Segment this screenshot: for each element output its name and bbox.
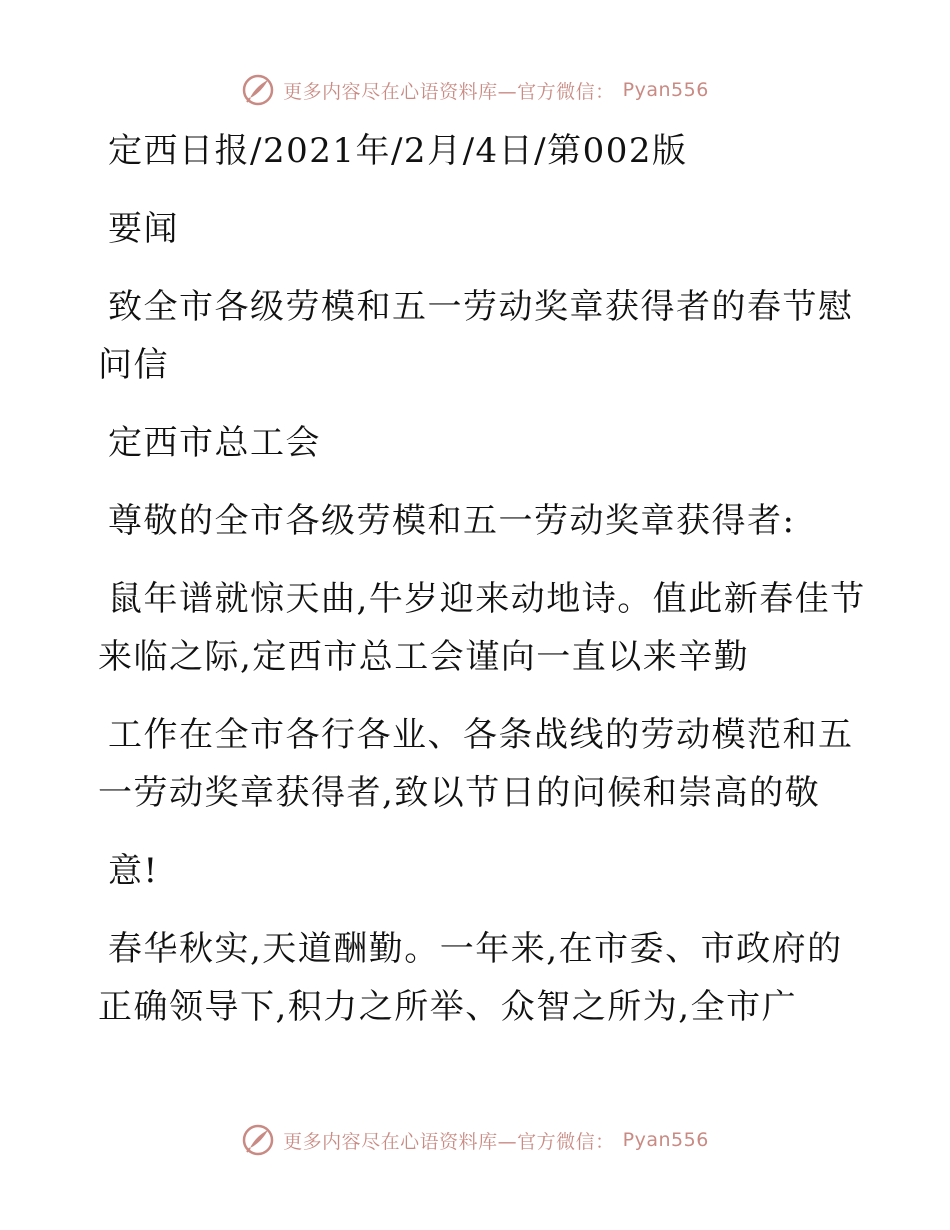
paragraph-line: 工作在全市各行各业、各条战线的劳动模范和五 xyxy=(108,715,854,755)
article-title-line: 问信 xyxy=(98,345,169,385)
article-section: 要闻 xyxy=(108,209,179,249)
spacer xyxy=(98,900,850,920)
paragraph-line: 一劳动奖章获得者,致以节日的问候和崇高的敬 xyxy=(98,773,821,813)
quill-pen-logo-icon xyxy=(241,73,275,107)
spacer xyxy=(98,180,850,200)
paragraph-line: 意! xyxy=(108,851,159,891)
watermark-wechat-id: Pyan556 xyxy=(622,1129,709,1151)
quill-pen-logo-icon xyxy=(241,1123,275,1157)
spacer xyxy=(98,472,850,492)
paragraph-line: 春华秋实,天道酬勤。一年来,在市委、市政府的 xyxy=(108,929,843,969)
watermark-text: 更多内容尽在心语资料库—官方微信： xyxy=(283,1130,615,1153)
paragraph-line: 来临之际,定西市总工会谨向一直以来辛勤 xyxy=(98,637,750,677)
spacer xyxy=(98,258,850,278)
paragraph-line: 正确领导下,积力之所举、众智之所为,全市广 xyxy=(98,987,798,1027)
watermark-footer xyxy=(0,1120,950,1160)
article-dateline: 定西日报/2021年/2月/4日/第002版 xyxy=(108,131,688,171)
spacer xyxy=(98,394,850,414)
spacer xyxy=(98,686,850,706)
spacer xyxy=(98,822,850,842)
paragraph-line: 鼠年谱就惊天曲,牛岁迎来动地诗。值此新春佳节 xyxy=(108,579,866,619)
watermark-wechat-id: Pyan556 xyxy=(622,79,709,101)
article-author: 定西市总工会 xyxy=(108,423,321,463)
spacer xyxy=(98,550,850,570)
article-salutation: 尊敬的全市各级劳模和五一劳动奖章获得者: xyxy=(108,501,796,541)
article-body xyxy=(98,122,866,1036)
article-title-line: 致全市各级劳模和五一劳动奖章获得者的春节慰 xyxy=(108,287,854,327)
watermark-text: 更多内容尽在心语资料库—官方微信： xyxy=(283,80,615,103)
watermark-header xyxy=(0,70,950,110)
